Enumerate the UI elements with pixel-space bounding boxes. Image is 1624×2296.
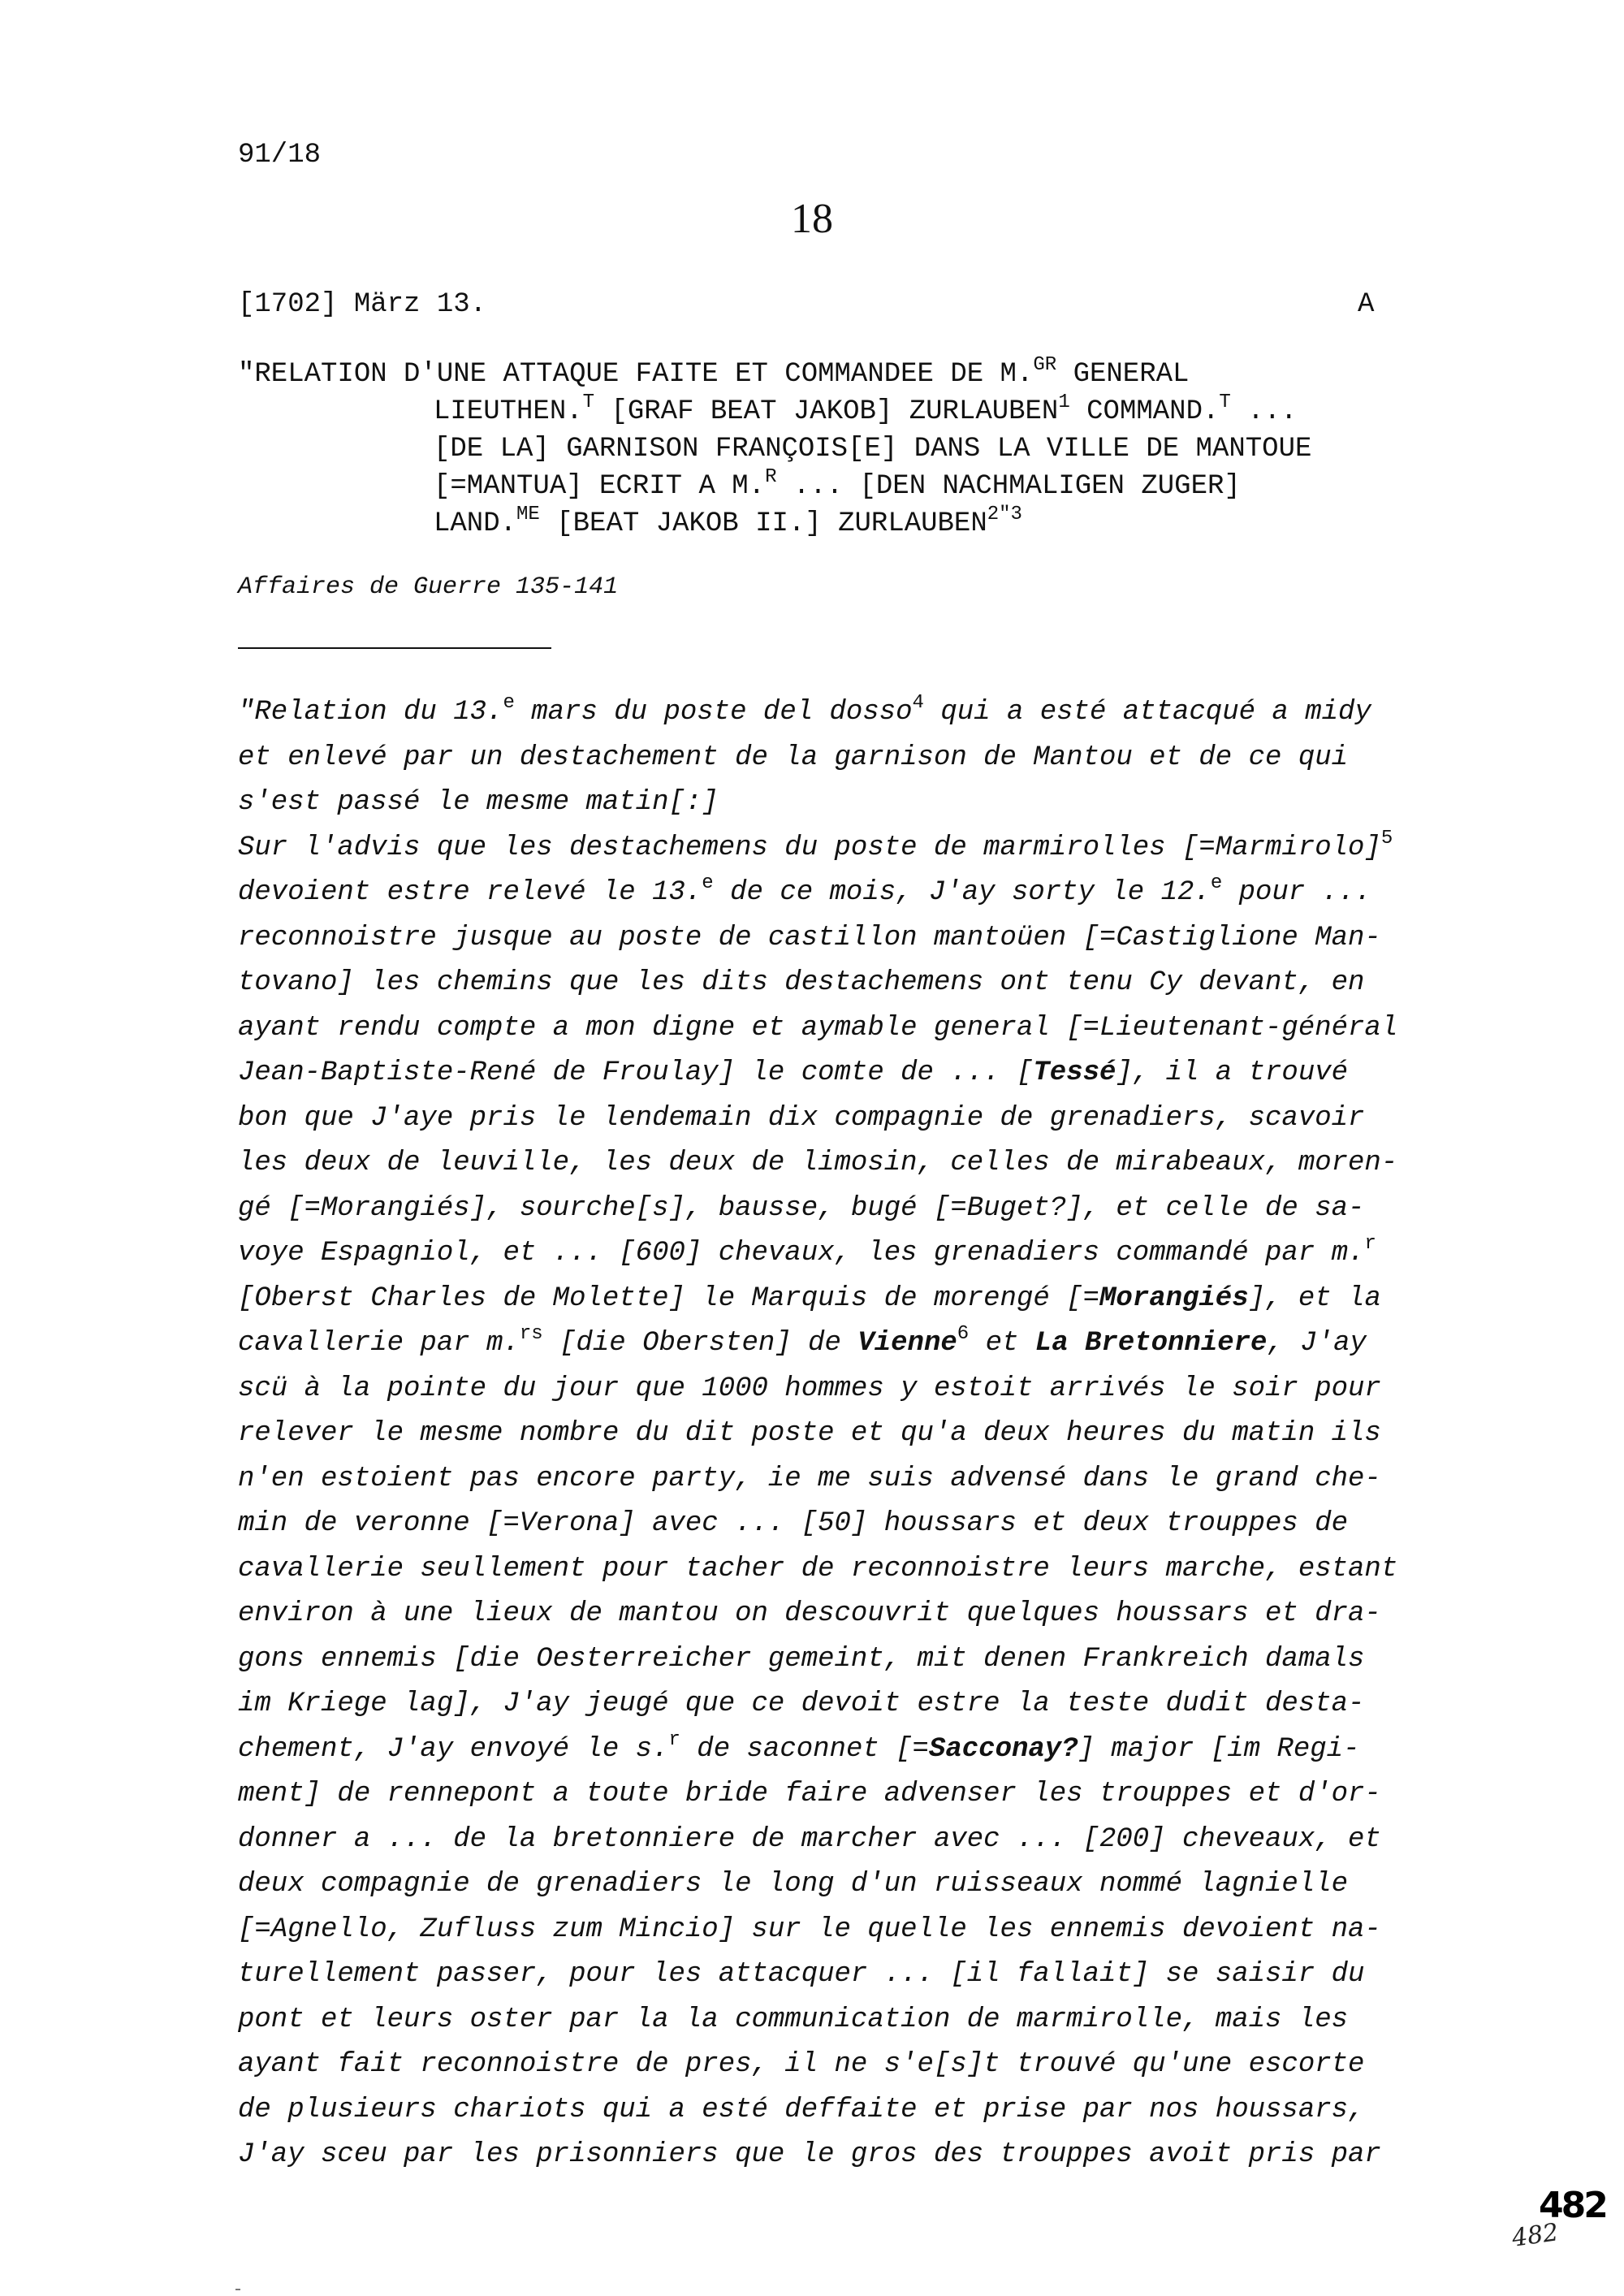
body-line: devoient estre relevé le 13.$^e$ de ce mois, J'ay sorty le 12.$^e$ pour ...	[238, 872, 1371, 908]
body-line: donner a ... de la bretonniere de marcher avec ... [200] cheveaux, et	[238, 1823, 1381, 1855]
body-line: reconnoistre jusque au poste de castillon mantoüen [=Castiglione Man-	[238, 922, 1381, 953]
archive-source: Affaires de Guerre 135-141	[238, 573, 619, 601]
body-line: de plusieurs chariots qui a esté deffaite et prise par nos houssars,	[238, 2094, 1365, 2125]
body-line: [=Agnello, Zufluss zum Mincio] sur le quelle les ennemis devoient na-	[238, 1913, 1381, 1945]
body-line: scü à la pointe du jour que 1000 hommes y estoit arrivés le soir pour	[238, 1373, 1381, 1404]
body-line: tovano] les chemins que les dits destachemens ont tenu Cy devant, en	[238, 967, 1365, 998]
body-line: pont et leurs oster par la la communication de marmirolle, mais les	[238, 2004, 1349, 2035]
body-line: gons ennemis [die Oesterreicher gemeint, mit denen Frankreich damals	[238, 1643, 1365, 1675]
body-line: "Relation du 13.$^e$ mars du poste del dosso$^4$ qui a esté attacqué a midy	[238, 692, 1371, 728]
body-line: environ à une lieux de mantou on descouvrit quelques houssars et dra-	[238, 1598, 1381, 1629]
body-line: s'est passé le mesme matin[:]	[238, 787, 719, 818]
title-line: [DE LA] GARNISON FRANÇOIS[E] DANS LA VILLE DE MANTOUE	[434, 434, 1312, 465]
body-line: voye Espagniol, et ... [600] chevaux, les grenadiers commandé par m.$^r$	[238, 1233, 1376, 1269]
title-line: LAND.$^{ME}$ [BEAT JAKOB II.] $ZURLAUBEN^{2"3}$	[434, 504, 1022, 539]
divider-rule	[238, 647, 551, 649]
body-line: relever le mesme nombre du dit poste et qu'a deux heures du matin ils	[238, 1418, 1381, 1449]
body-line: les deux de leuville, les deux de limosin, celles de mirabeaux, moren-	[238, 1148, 1398, 1178]
body-line: gé [=Morangiés], sourche[s], bausse, bugé [=Buget?], et celle de sa-	[238, 1192, 1365, 1224]
body-line: deux compagnie de grenadiers le long d'un ruisseaux nommé lagnielle	[238, 1869, 1349, 1900]
body-line: [Oberst Charles de Molette] le Marquis de morengé [=Morangiés], et la	[238, 1282, 1381, 1314]
title-line: [=MANTUA] ECRIT A M.$^R$ ... [DEN NACHMALIGEN ZUGER]	[434, 466, 1241, 502]
body-line: ment] de rennepont a toute bride faire advenser les trouppes et d'or-	[238, 1779, 1381, 1810]
body-line: ayant fait reconnoistre de pres, il ne s'e[s]t trouvé qu'une escorte	[238, 2049, 1365, 2080]
body-line: Jean-Baptiste-René de Froulay] le comte de ... [Tessé], il a trouvé	[238, 1057, 1349, 1088]
body-line: bon que J'aye pris le lendemain dix compagnie de grenadiers, scavoir	[238, 1102, 1365, 1134]
document-title	[238, 356, 1311, 543]
document-ref: 91/18	[238, 140, 322, 171]
document-body	[238, 690, 1480, 2178]
body-line: cavallerie par m.$^{rs}$ [die Obersten] de Vienne$^6$ et La Bretonniere, J'ay	[238, 1323, 1367, 1359]
body-line: turellement passer, pour les attacquer ... [il fallait] se saisir du	[238, 1959, 1365, 1990]
scan-mark	[235, 2289, 240, 2290]
body-line: im Kriege lag], J'ay jeugé que ce devoit estre la teste dudit desta-	[238, 1688, 1365, 1719]
document-number: 18	[791, 196, 833, 242]
title-line: "RELATION D'UNE ATTAQUE FAITE ET COMMANDEE DE M.$^{GR}$ GENERAL	[238, 354, 1190, 390]
body-line: J'ay sceu par les prisonniers que le gros des trouppes avoit pris par	[238, 2139, 1381, 2170]
body-line: n'en estoient pas encore party, ie me suis advensé dans le grand che-	[238, 1463, 1381, 1494]
body-line: cavallerie seullement pour tacher de reconnoistre leurs marche, estant	[238, 1553, 1398, 1585]
document-date: [1702] März 13.	[238, 289, 487, 320]
body-line: min de veronne [=Verona] avec ... [50] houssars et deux trouppes de	[238, 1508, 1349, 1539]
body-line: ayant rendu compte a mon digne et aymable general [=Lieutenant-général	[238, 1012, 1398, 1044]
body-line: Sur l'advis que les destachemens du poste de marmirolles [=Marmirolo]$^5$	[238, 827, 1393, 863]
body-line: chement, J'ay envoyé le s.$^r$ de saconnet [=Sacconay?] major [im Regi-	[238, 1728, 1360, 1765]
document-mark: A	[1358, 289, 1375, 320]
page-stamp: 482	[1539, 2185, 1606, 2226]
handwritten-page-number: 482	[1510, 2218, 1561, 2253]
body-line: et enlevé par un destachement de la garnison de Mantou et de ce qui	[238, 742, 1349, 773]
title-line: LIEUTHEN.$^T$ [GRAF BEAT JAKOB] ZURLAUBEN$^1$ COMMAND.$^T$ ...	[434, 391, 1298, 427]
